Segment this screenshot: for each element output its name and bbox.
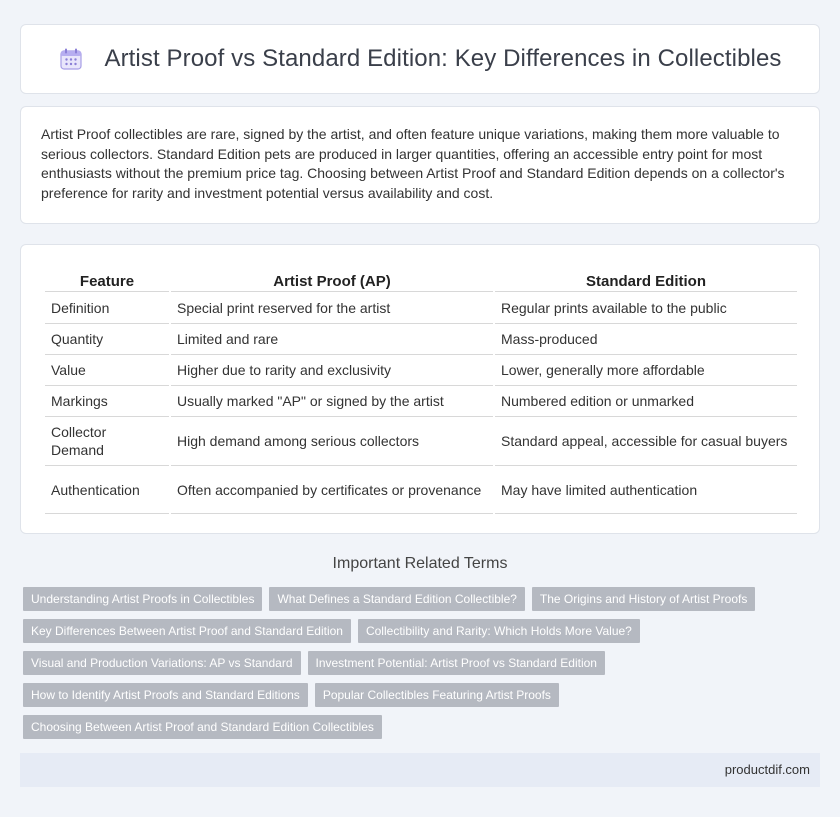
row-standard-edition: Mass-produced: [495, 323, 797, 354]
header: [58, 45, 781, 73]
related-term-link[interactable]: Understanding Artist Proofs in Collectibles: [23, 587, 262, 611]
related-term-link[interactable]: Investment Potential: Artist Proof vs Standard Edition: [308, 651, 605, 675]
intro-card: [20, 106, 820, 224]
row-artist-proof: Special print reserved for the artist: [171, 291, 493, 323]
row-artist-proof: High demand among serious collectors: [171, 416, 493, 465]
table-row: [45, 385, 797, 416]
related-term-link[interactable]: Choosing Between Artist Proof and Standard Edition Collectibles: [23, 715, 382, 739]
row-standard-edition: Standard appeal, accessible for casual buyers: [495, 416, 797, 465]
table-row: [45, 291, 797, 323]
row-artist-proof: Higher due to rarity and exclusivity: [171, 354, 493, 385]
row-standard-edition: May have limited authentication: [495, 465, 797, 514]
header-artist-proof: Artist Proof (AP): [273, 273, 391, 290]
related-term-link[interactable]: The Origins and History of Artist Proofs: [532, 587, 755, 611]
row-standard-edition: Regular prints available to the public: [495, 291, 797, 323]
related-terms-title: Important Related Terms: [332, 555, 508, 572]
row-feature: Definition: [45, 291, 169, 323]
related-term-link[interactable]: What Defines a Standard Edition Collectible?: [269, 587, 524, 611]
header-feature: Feature: [79, 273, 135, 290]
row-standard-edition: Lower, generally more affordable: [495, 354, 797, 385]
footer: [20, 753, 820, 787]
row-feature: Collector Demand: [45, 416, 169, 465]
table-header-row: [45, 267, 797, 291]
header-card: [20, 24, 820, 94]
tag-row: [23, 683, 823, 707]
row-artist-proof: Usually marked "AP" or signed by the artist: [171, 385, 493, 416]
tag-row: [23, 715, 823, 739]
tag-row: [23, 651, 823, 675]
comparison-table-card: [20, 244, 820, 534]
related-term-link[interactable]: Collectibility and Rarity: Which Holds More Value?: [358, 619, 640, 643]
calendar-icon: [58, 46, 84, 72]
footer-brand[interactable]: productdif.com: [724, 762, 810, 777]
table-row: [45, 323, 797, 354]
table-row: [45, 465, 797, 514]
tag-row: [23, 619, 823, 643]
row-artist-proof: Often accompanied by certificates or provenance: [171, 465, 493, 514]
row-feature: Authentication: [45, 465, 169, 514]
page-title: Artist Proof vs Standard Edition: Key Differences in Collectibles: [104, 45, 782, 72]
related-term-link[interactable]: Key Differences Between Artist Proof and Standard Edition: [23, 619, 351, 643]
row-feature: Value: [45, 354, 169, 385]
table-row: [45, 416, 797, 465]
row-artist-proof: Limited and rare: [171, 323, 493, 354]
row-feature: Quantity: [45, 323, 169, 354]
row-feature: Markings: [45, 385, 169, 416]
table-row: [45, 354, 797, 385]
header-standard-edition: Standard Edition: [586, 273, 706, 290]
related-terms-list: [23, 587, 823, 747]
row-standard-edition: Numbered edition or unmarked: [495, 385, 797, 416]
related-term-link[interactable]: Visual and Production Variations: AP vs Standard: [23, 651, 301, 675]
tag-row: [23, 587, 823, 611]
comparison-table: [43, 267, 799, 514]
related-term-link[interactable]: How to Identify Artist Proofs and Standard Editions: [23, 683, 308, 707]
intro-paragraph: Artist Proof collectibles are rare, signed by the artist, and often feature unique variations, making them more valuable to serious collectors. Standard Edition pets are produced in larger quantities, offering an accessible entry point for most enthusiasts without the premium price tag. Choosing between Artist Proof and Standard Edition depends on a collector's preference for rarity and investment potential versus availability and cost.: [41, 126, 785, 201]
related-term-link[interactable]: Popular Collectibles Featuring Artist Proofs: [315, 683, 559, 707]
